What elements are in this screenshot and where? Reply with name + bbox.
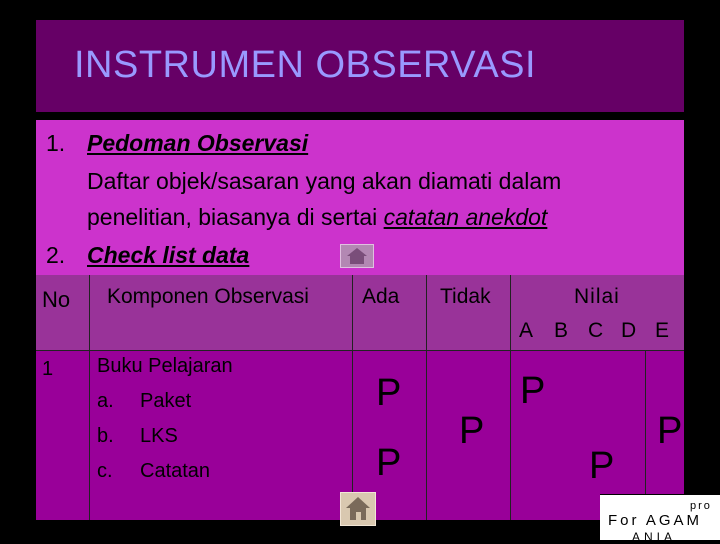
- header-row-divider: [36, 350, 684, 351]
- grade-d: D: [621, 319, 637, 342]
- sub-item-label-a: a.: [97, 390, 114, 412]
- col-divider: [89, 275, 90, 520]
- col-divider: [426, 275, 427, 520]
- catatan-anekdot-link[interactable]: catatan anekdot: [383, 204, 548, 230]
- home-icon[interactable]: [340, 244, 374, 268]
- grade-c: C: [588, 319, 604, 342]
- list-body-text: penelitian, biasanya di sertai: [87, 204, 384, 230]
- check-mark-grade-c: P: [589, 445, 615, 487]
- corner-text-3: ANIA: [632, 530, 677, 544]
- col-divider: [352, 275, 353, 520]
- check-mark-ada-a: P: [376, 372, 402, 414]
- corner-text-2: For AGAM: [608, 512, 703, 529]
- sub-item-text-b: LKS: [140, 425, 178, 447]
- corner-divider: [600, 494, 720, 495]
- sub-item-text-c: Catatan: [140, 460, 211, 482]
- check-mark-grade-a: P: [520, 370, 546, 412]
- row-title: Buku Pelajaran: [97, 355, 233, 377]
- list-number-2: 2.: [46, 242, 66, 268]
- col-divider: [645, 350, 646, 495]
- grade-b: B: [554, 319, 569, 342]
- list-heading-2: Check list data: [87, 242, 250, 268]
- home-icon[interactable]: [340, 492, 376, 526]
- header-komponen: Komponen Observasi: [107, 285, 309, 308]
- header-ada: Ada: [362, 285, 400, 308]
- sub-item-text-a: Paket: [140, 390, 192, 412]
- header-tidak: Tidak: [440, 285, 491, 308]
- check-mark-grade-e: P: [657, 410, 683, 452]
- col-divider: [510, 275, 511, 520]
- slide-title: INSTRUMEN OBSERVASI: [74, 44, 537, 86]
- list-heading-1: Pedoman Observasi: [87, 130, 309, 156]
- sub-item-label-b: b.: [97, 425, 114, 447]
- check-mark-tidak-b: P: [459, 410, 485, 452]
- row-number: 1: [42, 358, 54, 380]
- grade-a: A: [519, 319, 534, 342]
- corner-text-1: pro: [690, 500, 712, 512]
- list-body-line-2: [87, 204, 547, 231]
- grade-e: E: [655, 319, 670, 342]
- header-nilai: Nilai: [574, 285, 620, 308]
- check-mark-ada-c: P: [376, 442, 402, 484]
- list-body-line-1: Daftar objek/sasaran yang akan diamati dalam: [87, 168, 562, 194]
- sub-item-label-c: c.: [97, 460, 113, 482]
- header-no: No: [42, 287, 71, 312]
- list-number-1: 1.: [46, 130, 66, 156]
